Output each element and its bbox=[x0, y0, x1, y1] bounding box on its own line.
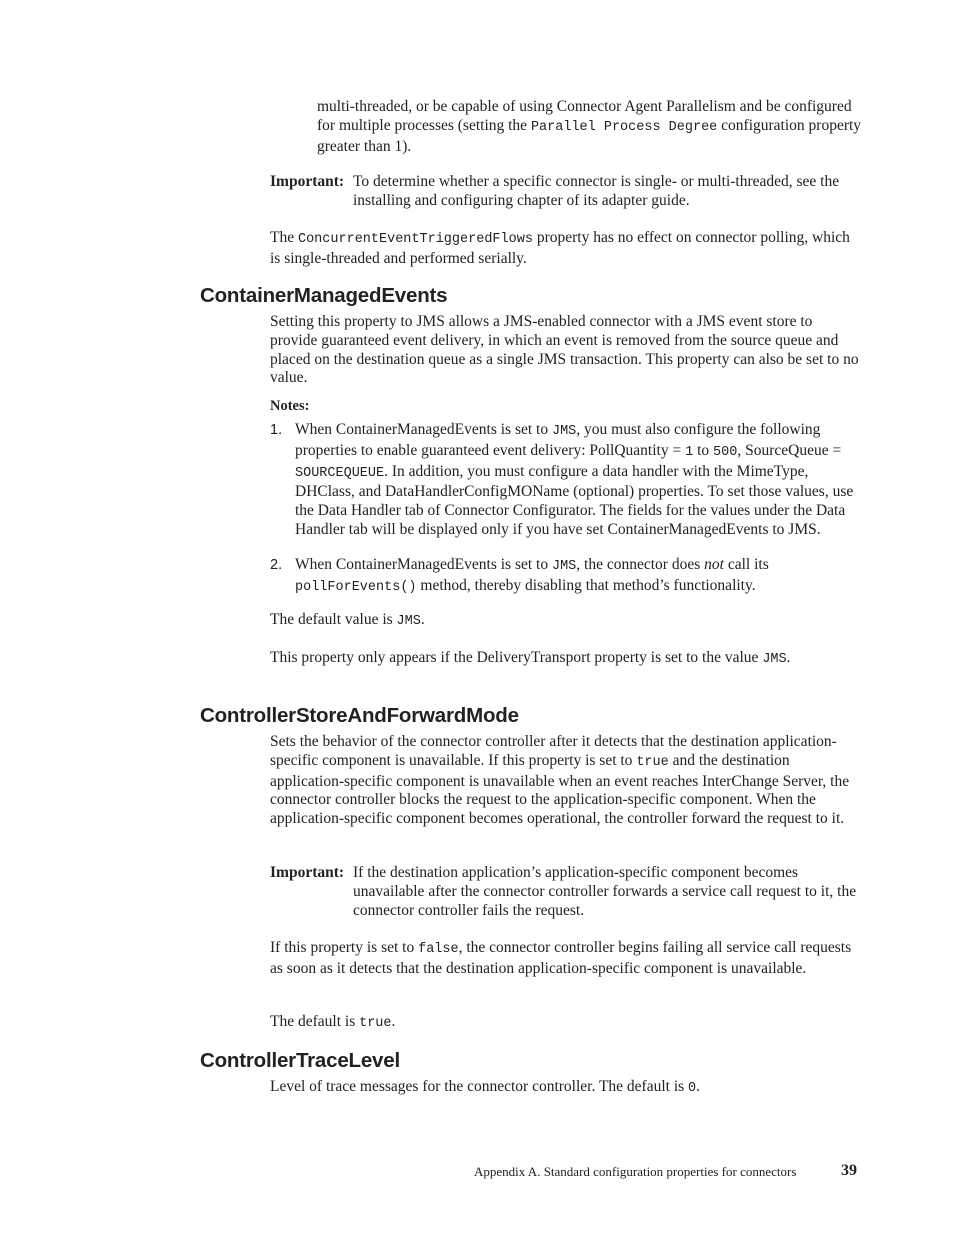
para-text: The bbox=[270, 229, 298, 246]
trace-text: Level of trace messages for the connector controller. The default is bbox=[270, 1078, 689, 1095]
section2-default bbox=[270, 1013, 862, 1034]
code-sourcequeue: SOURCEQUEUE bbox=[295, 465, 385, 481]
important-label: Important: bbox=[270, 864, 345, 881]
note2-text bbox=[295, 556, 862, 598]
intro-continuation bbox=[317, 98, 862, 156]
note2-part: call its bbox=[723, 556, 769, 573]
para-text-end: property has no effect on connector polling, which is single-threaded and performed serially. bbox=[270, 229, 850, 267]
note1-text bbox=[295, 421, 862, 540]
code-jms: JMS bbox=[762, 652, 787, 667]
code-1: 1 bbox=[685, 444, 694, 460]
appears-end: . bbox=[786, 649, 791, 666]
section1-appears bbox=[270, 649, 862, 670]
emphasis-not: not bbox=[704, 556, 724, 573]
section-title-container-managed-events: ContainerManagedEvents bbox=[200, 284, 448, 307]
section-title-controller-store-and-forward-mode: ControllerStoreAndForwardMode bbox=[200, 704, 519, 727]
notes-label: Notes: bbox=[270, 398, 310, 414]
note2-part: , the connector does bbox=[576, 556, 705, 573]
note1-part: , you must also configure the following properties to enable guaranteed event delivery: PollQuantity = bbox=[295, 421, 821, 459]
section1-description: Setting this property to JMS allows a JMS-enabled connector with a JMS event store to provide guaranteed event delivery, in which an event is removed from the source queue and placed on the destination queue as a single JMS transaction. This property can also be set to no value. bbox=[270, 313, 859, 387]
section-title-controller-trace-level: ControllerTraceLevel bbox=[200, 1049, 400, 1072]
note2-part: method, thereby disabling that method’s functionality. bbox=[416, 576, 756, 594]
appears-text: This property only appears if the DeliveryTransport property is set to the value bbox=[270, 649, 763, 666]
trace-end: . bbox=[696, 1078, 701, 1095]
section2-false-paragraph bbox=[270, 939, 862, 979]
polling-paragraph bbox=[270, 229, 862, 269]
code-true: true bbox=[636, 754, 669, 770]
desc-part: Sets the behavior of the connector controller after it detects that the destination application-specific component is unavailable. If this property is set to bbox=[270, 733, 837, 769]
important-text: To determine whether a specific connector is single- or multi-threaded, see the installing and configuring chapter of its adapter guide. bbox=[353, 173, 840, 209]
code-jms: JMS bbox=[551, 424, 577, 439]
footer-text: Appendix A. Standard configuration properties for connectors bbox=[474, 1164, 797, 1179]
code-parallel-process-degree: Parallel Process Degree bbox=[530, 119, 718, 135]
important-text: If the destination application’s application-specific component becomes unavailable after the connector controller forwards a service call request to it, the connector controller fails the request. bbox=[353, 864, 857, 919]
false-part: If this property is set to bbox=[270, 939, 419, 956]
note1-part: . In addition, you must configure a data handler with the MimeType, DHClass, and DataHandlerConfigMOName (optional) properties. To set those values, use the Data Handler tab of Connector Configurator. The fields for the values under the Data Handler tab will be displayed only if you have set ContainerManagedEvents to JMS. bbox=[295, 462, 854, 538]
note2-part: When ContainerManagedEvents is set to bbox=[295, 556, 552, 573]
default-end: . bbox=[391, 1013, 396, 1030]
section1-default bbox=[270, 611, 862, 632]
intro-text-end: configuration property greater than 1). bbox=[317, 116, 862, 155]
important-label: Important: bbox=[270, 173, 345, 190]
default-text: The default value is bbox=[270, 611, 397, 628]
note1-part: to bbox=[693, 441, 714, 459]
false-part: , the connector controller begins failing all service call requests as soon as it detects that the destination application-specific component is unavailable. bbox=[270, 939, 852, 977]
intro-text: multi-threaded, or be capable of using Connector Agent Parallelism and be configured for multiple processes (setting the bbox=[317, 98, 852, 134]
page-number: 39 bbox=[841, 1162, 857, 1179]
default-end: . bbox=[420, 611, 425, 628]
note1-number: 1. bbox=[270, 422, 283, 438]
section2-description bbox=[270, 733, 862, 829]
code-0: 0 bbox=[688, 1081, 697, 1096]
code-poll-for-events: pollForEvents() bbox=[295, 579, 417, 595]
code-true: true bbox=[359, 1016, 392, 1031]
desc-part: and the destination application-specific component is unavailable when an event reaches InterChange Server, the connector controller blocks the request to the application-specific component. When the application-specific component becomes operational, the controller forward the request to it. bbox=[270, 751, 850, 828]
code-jms: JMS bbox=[396, 614, 421, 629]
code-concurrent-event-triggered-flows: ConcurrentEventTriggeredFlows bbox=[297, 232, 533, 247]
code-jms: JMS bbox=[551, 559, 577, 574]
note2-number: 2. bbox=[270, 557, 283, 573]
code-false: false bbox=[418, 942, 459, 957]
default-text: The default is bbox=[270, 1013, 360, 1030]
section3-description bbox=[270, 1078, 862, 1099]
code-500: 500 bbox=[713, 444, 738, 460]
note1-part: , SourceQueue = bbox=[737, 441, 842, 459]
note1-part: When ContainerManagedEvents is set to bbox=[295, 421, 552, 438]
